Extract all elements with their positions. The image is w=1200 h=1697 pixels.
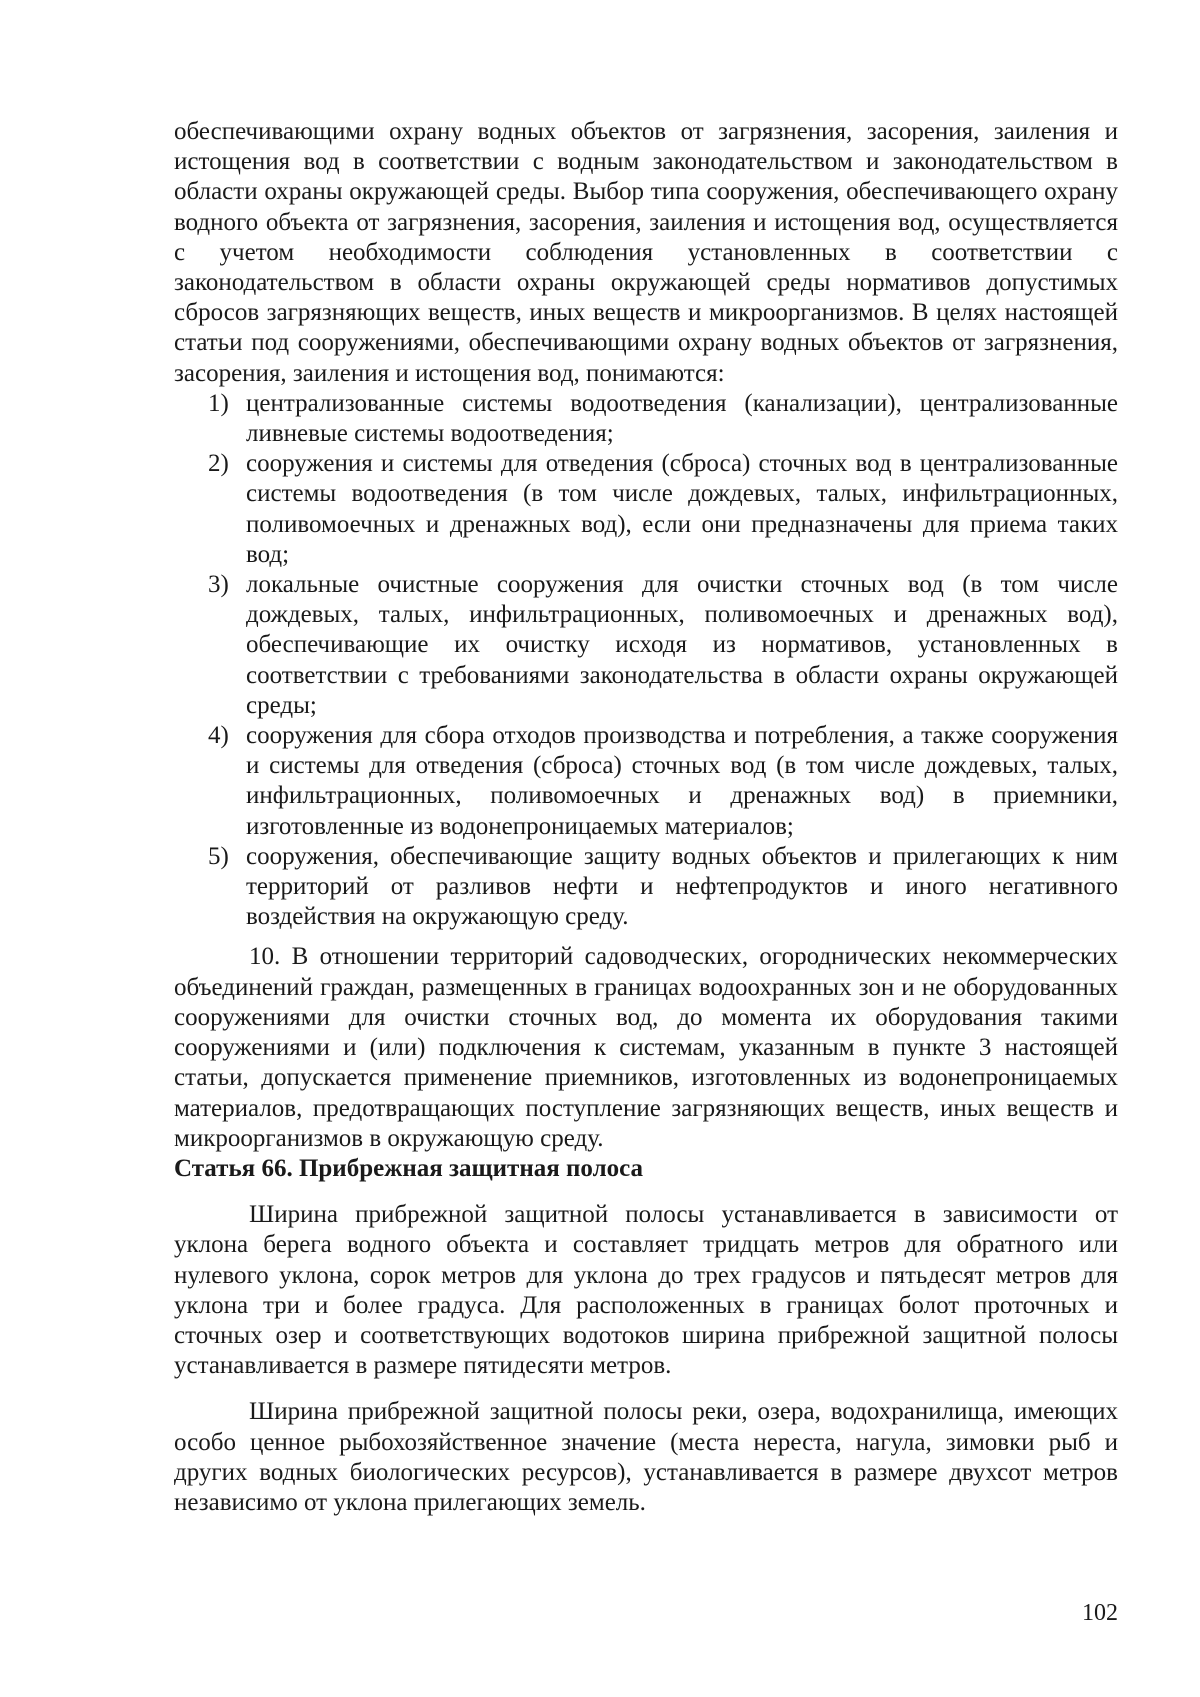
list-item-number: 3) — [208, 571, 229, 599]
list-item-number: 4) — [208, 722, 229, 750]
list-item-number: 2) — [208, 450, 229, 478]
list-item — [174, 389, 1118, 449]
article-paragraph-2: Ширина прибрежной защитной полосы реки, озера, водохранилища, имеющих особо ценное рыбохозяйственное значение (места нереста, нагула, зимовки рыб и других водных биологических ресурсов), устанавливается в размере двухсот метров независимо от уклона прилегающих земель. — [174, 1398, 1118, 1516]
page-content — [174, 117, 1118, 1518]
structures-list — [174, 389, 1118, 933]
paragraph-10: 10. В отношении территорий садоводческих, огороднических некоммерческих объединений граждан, размещенных в границах водоохранных зон и не оборудованных сооружениями для очистки сточных вод, до момента их оборудования такими сооружениями и (или) подключения к системам, указанным в пункте 3 настоящей статьи, допускается применение приемников, изготовленных из водонепроницаемых материалов, предотвращающих поступление загрязняющих веществ, иных веществ и микроорганизмов в окружающую среду. — [174, 943, 1118, 1152]
list-item-text: сооружения для сбора отходов производства и потребления, а также сооружения и системы для отведения (сброса) сточных вод (в том числе дождевых, талых, инфильтрационных, поливомоечных и дренажных вод) в приемники, изготовленные из водонепроницаемых материалов; — [246, 722, 1118, 840]
article-paragraph-1: Ширина прибрежной защитной полосы устанавливается в зависимости от уклона берега водного объекта и составляет тридцать метров для обратного или нулевого уклона, сорок метров для уклона до трех градусов и пятьдесят метров для уклона три и более градуса. Для расположенных в границах болот проточных и сточных озер и соответствующих водотоков ширина прибрежной защитной полосы устанавливается в размере пятидесяти метров. — [174, 1201, 1118, 1380]
page-number: 102 — [1082, 1600, 1118, 1626]
intro-paragraph: обеспечивающими охрану водных объектов от загрязнения, засорения, заиления и истощения вод в соответствии с водным законодательством и законодательством в области охраны окружающей среды. Выбор типа сооружения, обеспечивающего охрану водного объекта от загрязнения, засорения, заиления и истощения вод, осуществляется с учетом необходимости соблюдения установленных в соответствии с законодательством в области охраны окружающей среды нормативов допустимых сбросов загрязняющих веществ, иных веществ и микроорганизмов. В целях настоящей статьи под сооружениями, обеспечивающими охрану водных объектов от загрязнения, засорения, заиления и истощения вод, понимаются: — [174, 118, 1118, 387]
list-item — [174, 842, 1118, 933]
list-item — [174, 721, 1118, 842]
list-item-text: локальные очистные сооружения для очистки сточных вод (в том числе дождевых, талых, инфильтрационных, поливомоечных и дренажных вод), обеспечивающие их очистку исходя из нормативов, установленных в соответствии с требованиями законодательства в области охраны окружающей среды; — [246, 571, 1118, 719]
list-item — [174, 570, 1118, 721]
list-item-text: централизованные системы водоотведения (канализации), централизованные ливневые системы водоотведения; — [246, 389, 1118, 448]
list-item-text: сооружения и системы для отведения (сброса) сточных вод в централизованные системы водоотведения (в том числе дождевых, талых, инфильтрационных, поливомоечных и дренажных вод), если они предназначены для приема таких вод; — [246, 450, 1118, 568]
list-item-text: сооружения, обеспечивающие защиту водных объектов и прилегающих к ним территорий от разливов нефти и нефтепродуктов и иного негативного воздействия на окружающую среду. — [246, 842, 1118, 931]
list-item — [174, 449, 1118, 570]
list-item-number: 1) — [208, 389, 229, 417]
article-heading: Статья 66. Прибрежная защитная полоса — [174, 1154, 644, 1182]
list-item-number: 5) — [208, 842, 229, 870]
